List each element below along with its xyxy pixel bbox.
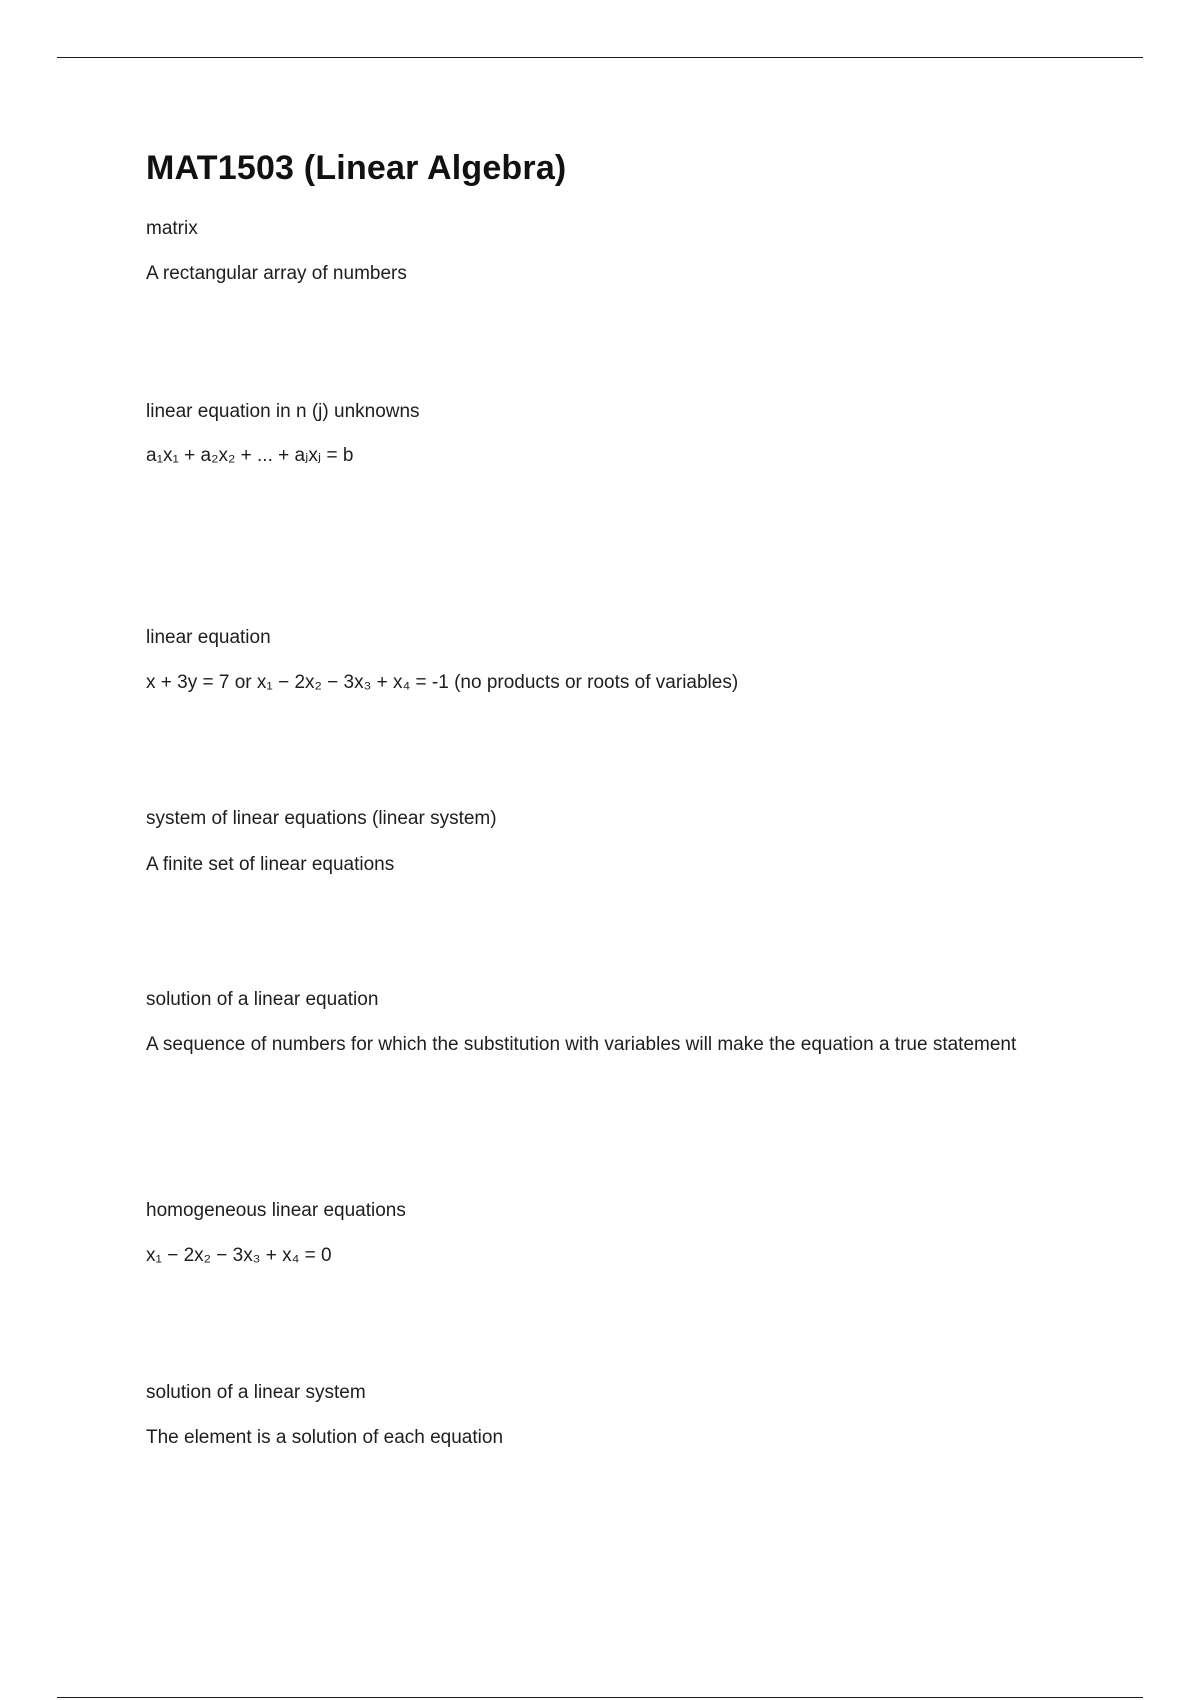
card-definition-matrix: A rectangular array of numbers	[146, 263, 407, 284]
card-term-linear-equation: linear equation	[146, 627, 271, 648]
card-definition-solution-linear-equation: A sequence of numbers for which the substitution with variables will make the equation a true statement	[146, 1034, 1017, 1055]
card-definition-linear-system: A finite set of linear equations	[146, 854, 395, 875]
card-term-solution-linear-system: solution of a linear system	[146, 1382, 366, 1403]
card-term-solution-linear-equation: solution of a linear equation	[146, 989, 379, 1010]
card-definition-linear-equation: x + 3y = 7 or x₁ − 2x₂ − 3x₃ + x₄ = -1 (no products or roots of variables)	[146, 672, 739, 693]
card-definition-solution-linear-system: The element is a solution of each equation	[146, 1427, 504, 1448]
card-term-homogeneous-linear-equations: homogeneous linear equations	[146, 1200, 406, 1221]
bottom-rule	[57, 1697, 1143, 1698]
card-term-matrix: matrix	[146, 218, 198, 239]
card-term-linear-equation-n-unknowns: linear equation in n (j) unknowns	[146, 401, 420, 422]
page-title: MAT1503 (Linear Algebra)	[146, 149, 567, 187]
card-term-linear-system: system of linear equations (linear system)	[146, 808, 497, 829]
card-definition-homogeneous-linear-equations: x₁ − 2x₂ − 3x₃ + x₄ = 0	[146, 1245, 332, 1266]
card-definition-linear-equation-n-unknowns: a₁x₁ + a₂x₂ + ... + aⱼxⱼ = b	[146, 445, 354, 466]
top-rule	[57, 57, 1143, 58]
